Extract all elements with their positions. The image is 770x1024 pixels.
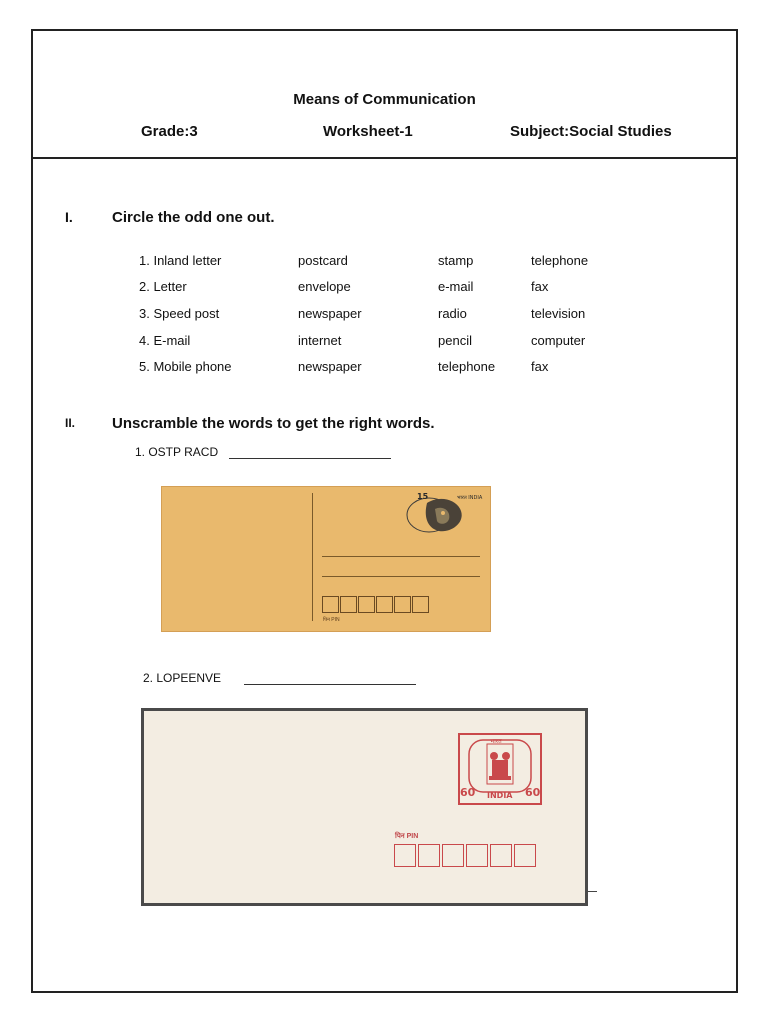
- postcard-pin-label: पिन PIN: [323, 617, 340, 623]
- postcard-divider: [312, 493, 313, 621]
- header-divider: [33, 157, 736, 159]
- unscramble-question-1: [135, 445, 391, 459]
- row-item: envelope: [298, 279, 351, 294]
- row-item: radio: [438, 306, 467, 321]
- answer-blank-1[interactable]: [229, 446, 391, 459]
- postcard-stamp-text: भारत INDIA: [457, 495, 483, 501]
- envelope-stamp-value-right: 60: [525, 786, 541, 799]
- envelope-stamp-top-text: भारत: [490, 738, 502, 745]
- section2-number: II.: [65, 416, 76, 430]
- address-line: [322, 556, 480, 557]
- row-item: computer: [531, 333, 586, 348]
- row-item: fax: [531, 359, 549, 374]
- envelope-stamp-country: INDIA: [487, 791, 513, 800]
- envelope-pin-boxes: [394, 844, 538, 867]
- row-item: fax: [531, 279, 549, 294]
- worksheet-title: Means of Communication: [293, 91, 476, 108]
- postcard-stamp-value: 15: [417, 492, 429, 501]
- question-1-word: 1. OSTP RACD: [135, 445, 219, 459]
- row-item: e-mail: [438, 279, 474, 294]
- postcard-image: [161, 486, 491, 632]
- row-item: telephone: [531, 253, 589, 268]
- envelope-stamp-icon: [457, 732, 543, 806]
- row-item: stamp: [438, 253, 474, 268]
- section1-title: Circle the odd one out.: [112, 209, 275, 226]
- pin-boxes: [322, 596, 430, 613]
- postcard-stamp-icon: [399, 489, 483, 535]
- address-line: [322, 576, 480, 577]
- grade-label: Grade:3: [141, 123, 198, 140]
- row-item: postcard: [298, 253, 348, 268]
- row-item: television: [531, 306, 586, 321]
- envelope-stamp-value-left: 60: [460, 786, 476, 799]
- worksheet-number: Worksheet-1: [323, 123, 413, 140]
- row-item: telephone: [438, 359, 496, 374]
- row-item: internet: [298, 333, 342, 348]
- stray-mark: [588, 891, 597, 892]
- worksheet-page: [31, 29, 738, 993]
- section2-title: Unscramble the words to get the right words.: [112, 415, 435, 432]
- row-item: newspaper: [298, 359, 362, 374]
- envelope-pin-label: पिन PIN: [395, 833, 419, 840]
- row-item: 5. Mobile phone: [139, 359, 232, 374]
- question-2-word: 2. LOPEENVE: [143, 671, 222, 685]
- row-item: 1. Inland letter: [139, 253, 222, 268]
- answer-blank-2[interactable]: [244, 672, 416, 685]
- row-item: 2. Letter: [139, 279, 187, 294]
- row-item: pencil: [438, 333, 472, 348]
- row-item: 3. Speed post: [139, 306, 220, 321]
- row-item: newspaper: [298, 306, 362, 321]
- section1-number: I.: [65, 209, 73, 225]
- subject-label: Subject:Social Studies: [510, 123, 672, 140]
- row-item: 4. E-mail: [139, 333, 191, 348]
- unscramble-question-2: [143, 671, 416, 685]
- envelope-image: [141, 708, 588, 906]
